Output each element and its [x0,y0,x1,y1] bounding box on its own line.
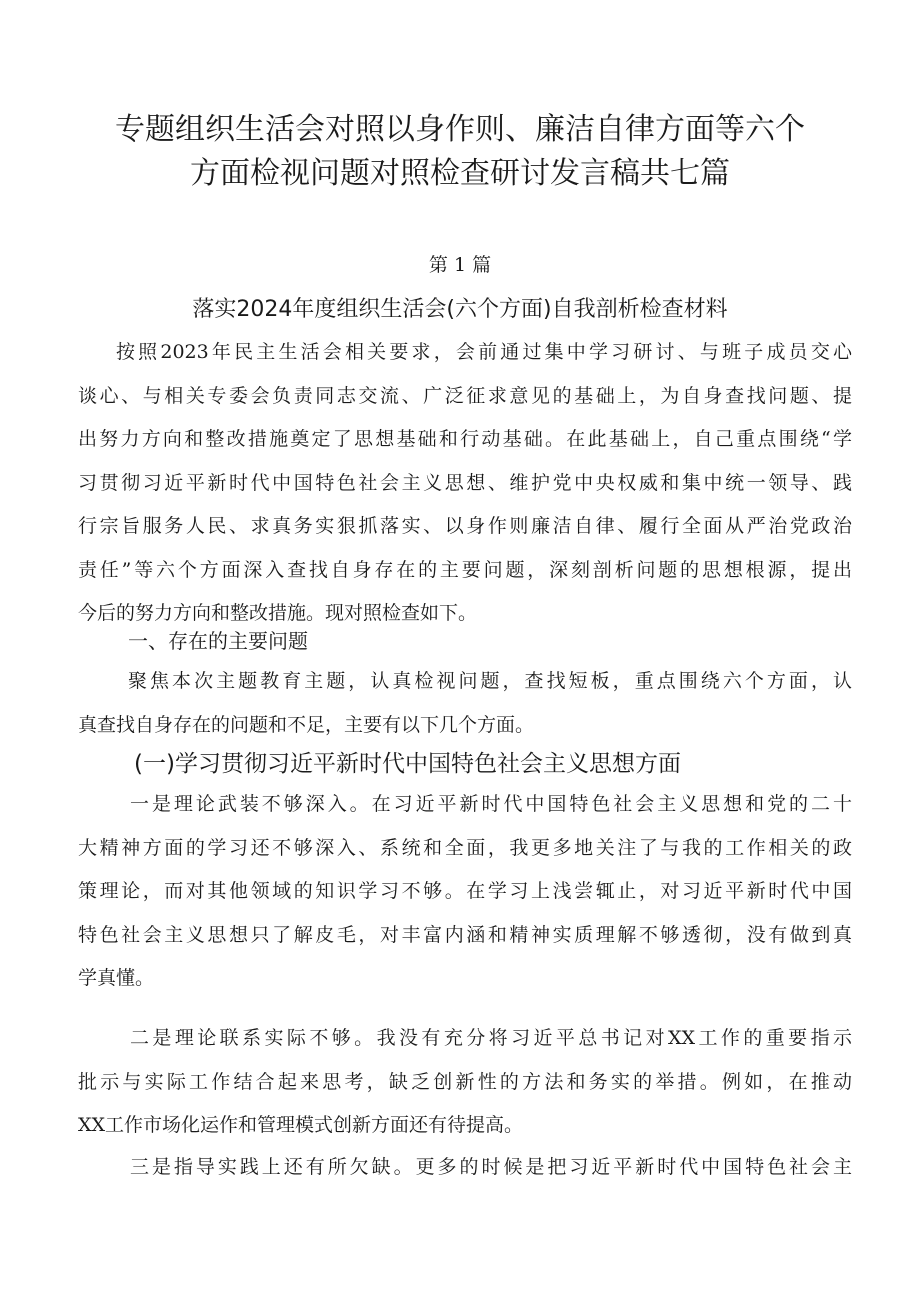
intro-paragraph [78,331,852,636]
chapter-subtitle: 落实2024年度组织生活会(六个方面)自我剖析检查材料 [192,297,728,322]
document-title [60,108,860,196]
title-line-1: 专题组织生活会对照以身作则、廉洁自律方面等六个 [115,112,805,147]
point1-line: 一是理论武装不够深入。在习近平新时代中国特色社会主义思想和党的二十 [130,793,852,815]
intro-line: 今后的努力方向和整改措施。现对照检查如下。 [78,602,478,624]
point3-paragraph [78,1146,852,1190]
point1-line: 策理论，而对其他领域的知识学习不够。在学习上浅尝辄止，对习近平新时代中国 [78,880,852,902]
section1-paragraph [78,660,852,747]
point2-line: 批示与实际工作结合起来思考，缺乏创新性的方法和务实的举措。例如，在推动 [78,1070,852,1093]
section1-line: 聚焦本次主题教育主题，认真检视问题，查找短板，重点围绕六个方面，认 [128,670,852,692]
section1-line: 真查找自身存在的问题和不足，主要有以下几个方面。 [78,713,535,736]
intro-line: 谈心、与相关专委会负责同志交流、广泛征求意见的基础上，为自身查找问题、提 [78,384,852,407]
point1-line: 学真懂。 [78,967,155,989]
intro-line: 习贯彻习近平新时代中国特色社会主义思想、维护党中央权威和集中统一领导、践 [78,471,852,494]
subsection-heading: (一)学习贯彻习近平新时代中国特色社会主义思想方面 [134,751,681,777]
intro-line: 责任”等六个方面深入查找自身存在的主要问题，深刻剖析问题的思想根源，提出 [78,558,852,581]
point2-line: XX工作市场化运作和管理模式创新方面还有待提高。 [78,1114,524,1136]
section-heading: 一、存在的主要问题 [128,629,308,653]
point2-paragraph [78,1017,852,1148]
point1-line: 大精神方面的学习还不够深入、系统和全面，我更多地关注了与我的工作相关的政 [78,836,852,859]
chapter-label: 第 1 篇 [428,254,492,276]
point2-line: 二是理论联系实际不够。我没有充分将习近平总书记对XX工作的重要指示 [130,1027,852,1049]
point1-line: 特色社会主义思想只了解皮毛，对丰富内涵和精神实质理解不够透彻，没有做到真 [78,923,852,946]
intro-line: 出努力方向和整改措施奠定了思想基础和行动基础。在此基础上，自己重点围绕“学 [78,428,852,450]
intro-line: 行宗旨服务人民、求真务实狠抓落实、以身作则廉洁自律、履行全面从严治党政治 [78,515,852,537]
title-line-2: 方面检视问题对照检查研讨发言稿共七篇 [190,156,730,191]
point1-paragraph [78,783,852,1001]
intro-line: 按照2023年民主生活会相关要求，会前通过集中学习研讨、与班子成员交心 [116,341,852,363]
point3-line: 三是指导实践上还有所欠缺。更多的时候是把习近平新时代中国特色社会主 [130,1156,852,1178]
